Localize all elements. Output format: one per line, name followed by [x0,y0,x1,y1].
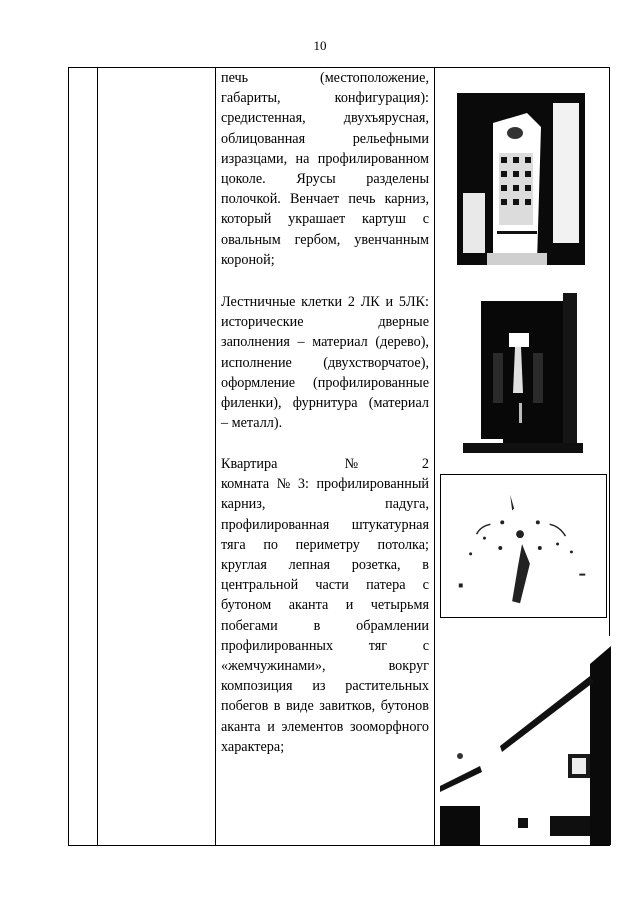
staircase-description [221,292,429,433]
apartment-line: профилированная штукатурная [221,516,429,533]
stove-photo [457,93,585,265]
apartment-line: побегами в обрамлении [221,617,429,634]
column-divider [215,68,216,845]
column-divider [434,68,435,845]
apartment-line: побегов в виде завитков, бутонов [221,698,429,715]
staircase-line: исторические дверные [221,314,429,331]
apartment-line: Квартира №2 [221,456,429,472]
apartment-line: тяга по периметру потолка; [221,536,429,553]
stove-line: полочкой. Венчает печь карниз, [221,191,429,208]
column-divider [97,68,98,845]
door-photo [463,293,583,453]
staircase-line: филенки), фурнитура (материал [221,395,429,412]
stove-line: короной; [221,251,275,268]
stove-line: облицованная рельефными [221,130,429,147]
apartment-line: бутоном аканта и четырьмя [221,597,429,614]
staircase-line: оформление (профилированные [221,374,429,391]
apartment-line: профилированных тяг с [221,637,429,654]
page-number: 10 [313,38,327,53]
stove-line: который украшает картуш с [221,211,429,228]
apartment-description [221,454,429,757]
apartment-line: комната № 3: профилированный [221,476,429,493]
apartment-line: карниз, падуга, [221,496,429,513]
apartment-line: круглая лепная розетка, в [221,557,429,574]
apartment-line: композиция из растительных [221,678,429,695]
stove-line: овальным гербом, увенчанным [221,231,429,248]
ceiling-rosette-photo [440,474,607,618]
staircase-line: – металл). [221,415,283,432]
stove-line: габариты, конфигурация): [221,90,429,107]
stove-description [221,68,429,270]
stove-line: средистенная, двухъярусная, [221,110,429,127]
staircase-line: заполнения – материал (дерево), [221,334,429,351]
apartment-line: «жемчужинами», вокруг [221,658,429,675]
stove-line: печь (местоположение, [221,70,429,86]
stove-line: изразцами, на профилированном [221,150,429,167]
staircase-line: исполнение (двухстворчатое), [221,354,429,371]
apartment-line: центральной части патера с [221,577,429,594]
stove-line: цоколе. Ярусы разделены [221,171,429,188]
apartment-line: аканта и элементов зооморфного [221,718,429,735]
document-table [68,67,610,846]
apartment-line: характера; [221,738,285,755]
staircase-line: Лестничные клетки 2 ЛК и 5ЛК: [221,294,429,310]
room-cornice-photo [440,636,611,845]
